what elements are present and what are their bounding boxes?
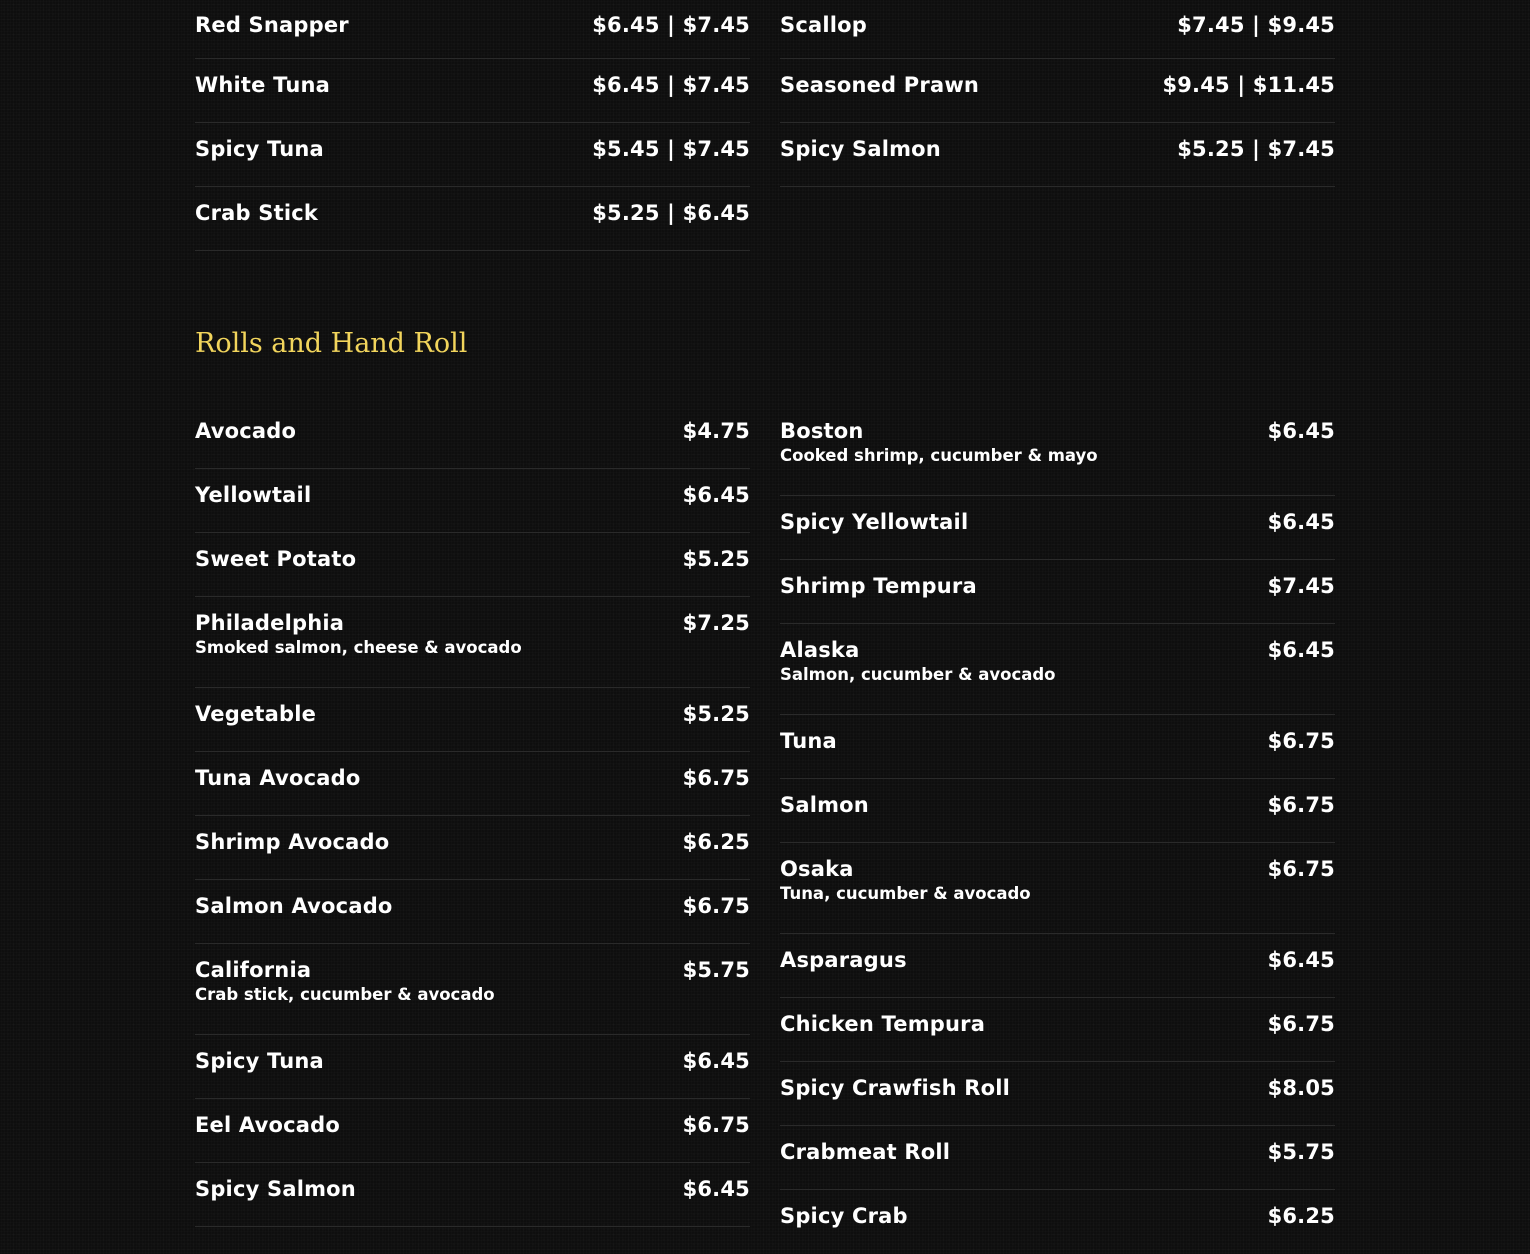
menu-item [195, 752, 750, 816]
menu-item-price: $6.75 [1267, 857, 1335, 881]
menu-item-name: California [195, 958, 312, 982]
menu-item-name: Avocado [195, 419, 297, 443]
menu-item-price: $6.45 | $7.45 [592, 13, 750, 37]
menu-item-name: Seasoned Prawn [780, 73, 980, 97]
menu-item [195, 880, 750, 944]
rolls-left-menu-column [195, 405, 750, 1227]
menu-item [195, 123, 750, 187]
menu-item-price: $5.45 | $7.45 [592, 137, 750, 161]
top-left-menu-column [195, 0, 750, 251]
menu-item [195, 1035, 750, 1099]
menu-item-price: $6.75 [1267, 793, 1335, 817]
menu-item-price: $6.75 [682, 766, 750, 790]
menu-item [780, 0, 1335, 59]
menu-item-name: Tuna Avocado [195, 766, 361, 790]
menu-item-name: Salmon Avocado [195, 894, 393, 918]
menu-item-name: Spicy Crab [780, 1204, 908, 1228]
menu-item-name: Spicy Yellowtail [780, 510, 969, 534]
menu-item [195, 187, 750, 251]
menu-item [195, 597, 750, 688]
menu-item [195, 688, 750, 752]
menu-item [195, 0, 750, 59]
menu-item [780, 624, 1335, 715]
menu-item-price: $6.75 [1267, 729, 1335, 753]
menu-item-name: Shrimp Avocado [195, 830, 390, 854]
top-right-menu-column [780, 0, 1335, 187]
menu-item-name: Shrimp Tempura [780, 574, 977, 598]
menu-item-name: Osaka [780, 857, 854, 881]
menu-item-name: Eel Avocado [195, 1113, 340, 1137]
menu-item-price: $6.45 [1267, 638, 1335, 662]
menu-item [195, 59, 750, 123]
menu-item [780, 934, 1335, 998]
menu-item-name: Chicken Tempura [780, 1012, 986, 1036]
menu-item-description: Cooked shrimp, cucumber & mayo [780, 446, 1098, 465]
menu-item-description: Crab stick, cucumber & avocado [195, 985, 495, 1004]
menu-item [195, 1099, 750, 1163]
menu-item [780, 59, 1335, 123]
menu-item-name: Asparagus [780, 948, 907, 972]
menu-item-price: $5.75 [1267, 1140, 1335, 1164]
menu-item-price: $6.75 [682, 894, 750, 918]
menu-item-name: Vegetable [195, 702, 317, 726]
menu-item-price: $6.45 [682, 1049, 750, 1073]
menu-item-price: $6.45 [682, 1177, 750, 1201]
menu-item-name: Crabmeat Roll [780, 1140, 951, 1164]
menu-item-name: Spicy Tuna [195, 137, 324, 161]
menu-item-name: Spicy Tuna [195, 1049, 324, 1073]
menu-item-price: $6.75 [1267, 1012, 1335, 1036]
menu-item-name: Spicy Crawfish Roll [780, 1076, 1011, 1100]
menu-item [195, 816, 750, 880]
menu-item-price: $6.25 [1267, 1204, 1335, 1228]
menu-item-price: $4.75 [682, 419, 750, 443]
menu-item-name: Tuna [780, 729, 837, 753]
menu-item-name: Spicy Salmon [780, 137, 941, 161]
menu-item-price: $6.45 [682, 483, 750, 507]
menu-item-price: $5.25 [682, 547, 750, 571]
menu-item-price: $7.25 [682, 611, 750, 635]
menu-item-name: Spicy Salmon [195, 1177, 356, 1201]
menu-item-price: $5.75 [682, 958, 750, 982]
menu-item-price: $6.75 [682, 1113, 750, 1137]
menu-item-name: White Tuna [195, 73, 330, 97]
menu-item-price: $5.25 | $6.45 [592, 201, 750, 225]
menu-item [195, 1163, 750, 1227]
menu-item-price: $6.45 [1267, 419, 1335, 443]
menu-item [780, 843, 1335, 934]
menu-item [195, 405, 750, 469]
menu-item-name: Sweet Potato [195, 547, 357, 571]
menu-item-description: Smoked salmon, cheese & avocado [195, 638, 522, 657]
menu-item [780, 779, 1335, 843]
menu-item-price: $6.45 | $7.45 [592, 73, 750, 97]
menu-item-price: $6.25 [682, 830, 750, 854]
menu-item [780, 123, 1335, 187]
menu-item-price: $5.25 [682, 702, 750, 726]
rolls-right-menu-column [780, 405, 1335, 1254]
menu-item [780, 405, 1335, 496]
menu-item-price: $6.45 [1267, 948, 1335, 972]
menu-item [780, 998, 1335, 1062]
menu-item-price: $7.45 [1267, 574, 1335, 598]
menu-item-name: Crab Stick [195, 201, 319, 225]
menu-item-description: Salmon, cucumber & avocado [780, 665, 1056, 684]
menu-item-name: Alaska [780, 638, 860, 662]
menu-item-price: $8.05 [1267, 1076, 1335, 1100]
menu-item [780, 560, 1335, 624]
menu-item-name: Boston [780, 419, 864, 443]
menu-item [195, 944, 750, 1035]
menu-item-price: $5.25 | $7.45 [1177, 137, 1335, 161]
menu-item-price: $6.45 [1267, 510, 1335, 534]
menu-item [780, 1126, 1335, 1190]
menu-item [780, 1062, 1335, 1126]
menu-item-name: Scallop [780, 13, 867, 37]
menu-item-name: Yellowtail [195, 483, 312, 507]
menu-item-name: Red Snapper [195, 13, 349, 37]
menu-item-name: Salmon [780, 793, 869, 817]
section-title-rolls: Rolls and Hand Roll [195, 328, 468, 359]
menu-item [195, 533, 750, 597]
menu-item [780, 496, 1335, 560]
menu-item-price: $9.45 | $11.45 [1162, 73, 1335, 97]
menu-item-name: Philadelphia [195, 611, 345, 635]
menu-item [195, 469, 750, 533]
menu-item-description: Tuna, cucumber & avocado [780, 884, 1031, 903]
menu-item-price: $7.45 | $9.45 [1177, 13, 1335, 37]
menu-item [780, 1190, 1335, 1254]
menu-item [780, 715, 1335, 779]
